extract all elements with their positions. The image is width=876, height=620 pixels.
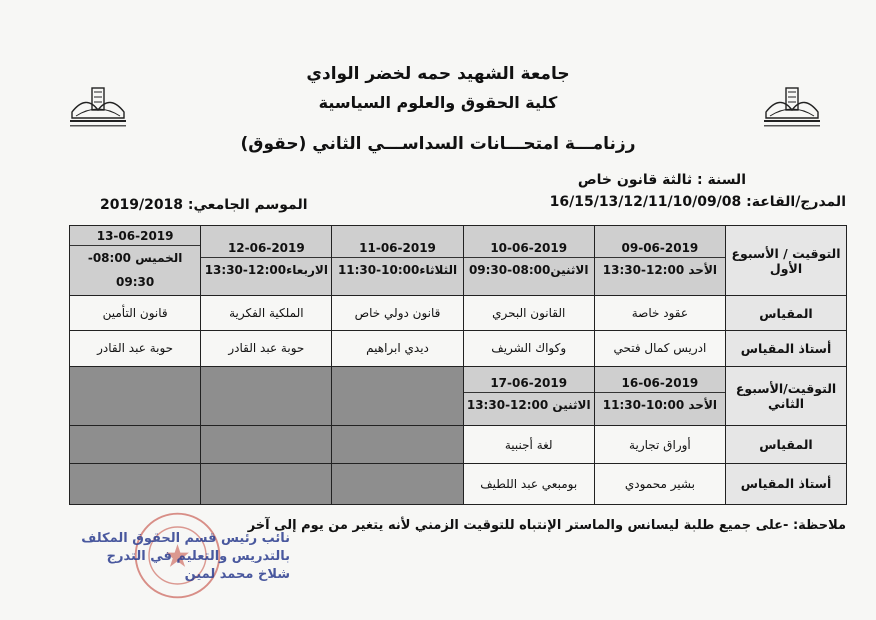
- week1-slot: [201, 226, 332, 296]
- teacher-row-header: أستاذ المقياس: [726, 463, 847, 504]
- blocked-cell: [332, 366, 463, 426]
- subject-cell: قانون دولي خاص: [332, 296, 463, 331]
- blocked-cell: [70, 463, 201, 504]
- teacher-cell: ديدي ابراهيم: [332, 331, 463, 366]
- week2-slot: [463, 366, 594, 426]
- week2-time-row: [70, 366, 847, 426]
- subject-cell: القانون البحري: [463, 296, 594, 331]
- subject-cell: أوراق تجارية: [594, 426, 725, 463]
- exam-date: 10-06-2019: [464, 239, 594, 258]
- document-title: رزنامـــة امتحـــانات السداســـي الثاني (حقوق): [240, 134, 636, 154]
- subject-cell: الملكية الفكرية: [201, 296, 332, 331]
- week1-row-header: التوقيت / الأسبوع الأول: [726, 226, 847, 296]
- exam-date: 09-06-2019: [595, 239, 725, 258]
- room-label: المدرج/القاعة: 16/15/13/12/11/10/09/08: [549, 194, 846, 210]
- exam-schedule-table: [69, 225, 847, 505]
- week2-slot: [594, 366, 725, 426]
- exam-date: 16-06-2019: [595, 374, 725, 393]
- exam-date: 12-06-2019: [201, 239, 331, 258]
- exam-time: الاربعاء12:00-13:30: [204, 263, 328, 278]
- teacher-row-header: أستاذ المقياس: [726, 331, 847, 366]
- exam-time: الأحد 12:00-13:30: [602, 263, 717, 278]
- season-label: الموسم الجامعي: 2019/2018: [100, 197, 308, 213]
- teacher-cell: بشير محمودي: [594, 463, 725, 504]
- teacher-cell: ادريس كمال فتحي: [594, 331, 725, 366]
- week1-subject-row: [70, 296, 847, 331]
- blocked-cell: [332, 463, 463, 504]
- blocked-cell: [70, 426, 201, 463]
- exam-time: الاثنين 12:00-13:30: [466, 398, 591, 413]
- blocked-cell: [332, 426, 463, 463]
- university-name: جامعة الشهيد حمه لخضر الوادي: [306, 64, 570, 84]
- year-label: السنة : ثالثة قانون خاص: [577, 172, 746, 188]
- week1-teacher-row: [70, 331, 847, 366]
- blocked-cell: [70, 366, 201, 426]
- faculty-name: كلية الحقوق والعلوم السياسية: [318, 93, 558, 112]
- subject-cell: لغة أجنبية: [463, 426, 594, 463]
- week1-slot: [463, 226, 594, 296]
- subject-cell: عقود خاصة: [594, 296, 725, 331]
- signature-line-1: نائب رئيس قسم الحقوق المكلف: [81, 531, 290, 546]
- exam-date: 13-06-2019: [70, 227, 200, 246]
- week2-row-header: التوقيت/الأسبوع الثاني: [726, 366, 847, 426]
- exam-time: الثلاثاء10:00-11:30: [337, 263, 458, 278]
- exam-time: الاثنين08:00-09:30: [468, 263, 589, 278]
- week1-slot: [70, 226, 201, 296]
- signature-block: [10, 530, 290, 584]
- blocked-cell: [201, 366, 332, 426]
- exam-time: الأحد 10:00-11:30: [602, 398, 717, 413]
- teacher-cell: حوبة عبد القادر: [70, 331, 201, 366]
- signature-name: شلاخ محمد لمين: [184, 567, 290, 582]
- signature-line-2: بالتدريس والتعليم في التدرج: [106, 549, 290, 564]
- subject-row-header: المقياس: [726, 426, 847, 463]
- blocked-cell: [201, 463, 332, 504]
- teacher-cell: بومبعي عبد اللطيف: [463, 463, 594, 504]
- teacher-cell: حوبة عبد القادر: [201, 331, 332, 366]
- week2-teacher-row: [70, 463, 847, 504]
- week1-slot: [332, 226, 463, 296]
- week1-slot: [594, 226, 725, 296]
- exam-date: 17-06-2019: [464, 374, 594, 393]
- exam-time: الخميس 08:00-09:30: [87, 251, 183, 290]
- week2-subject-row: [70, 426, 847, 463]
- note-text: ملاحظة: -على جميع طلبة ليسانس والماستر الإنتباه للتوقيت الزمني لأنه يتغير من يوم إلى آخر: [247, 518, 846, 533]
- exam-date: 11-06-2019: [332, 239, 462, 258]
- blocked-cell: [201, 426, 332, 463]
- week1-time-row: [70, 226, 847, 296]
- subject-row-header: المقياس: [726, 296, 847, 331]
- subject-cell: قانون التأمين: [70, 296, 201, 331]
- teacher-cell: وكواك الشريف: [463, 331, 594, 366]
